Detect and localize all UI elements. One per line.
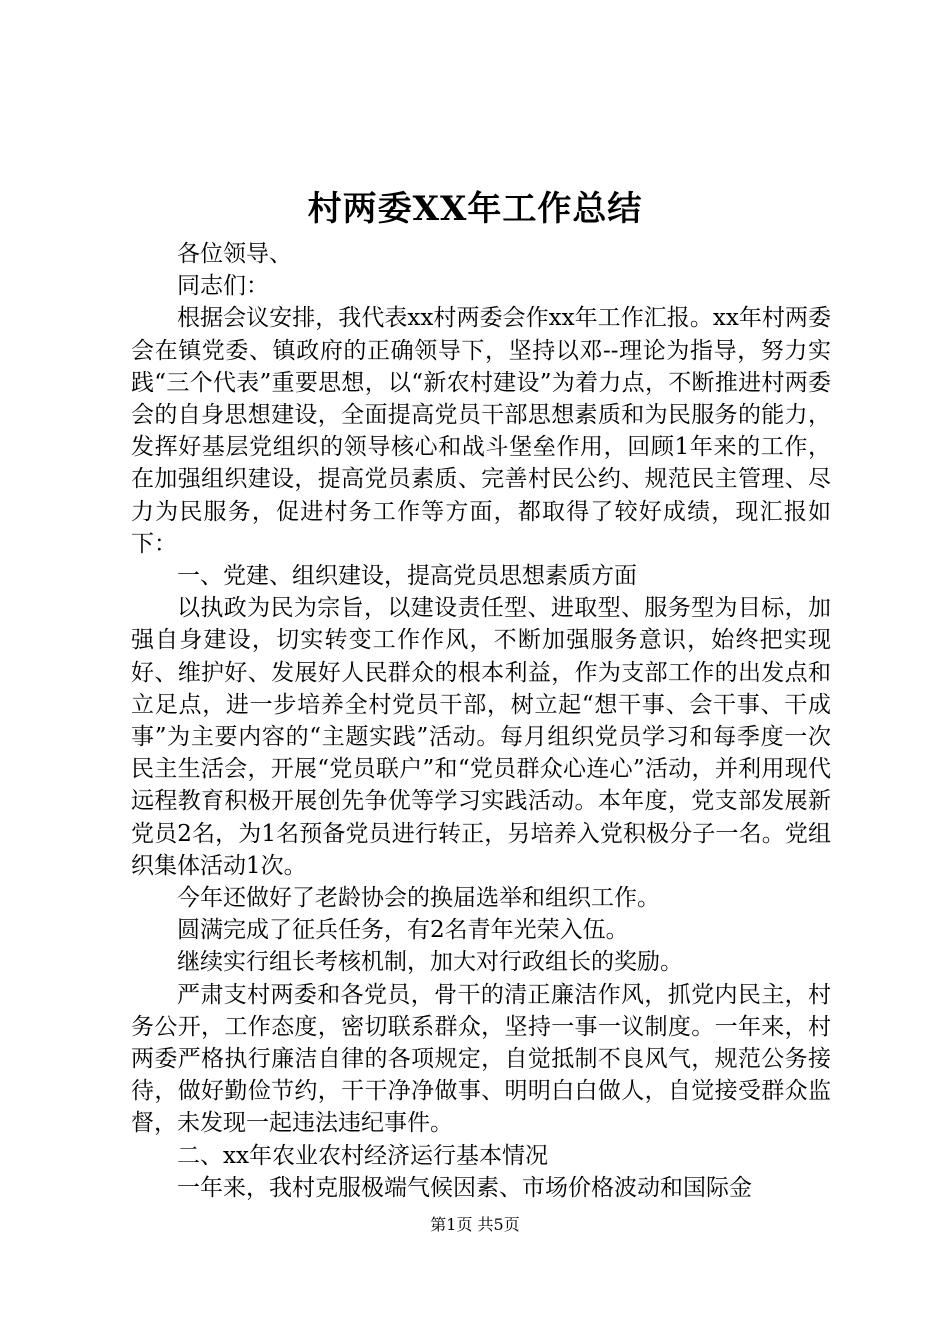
section-heading-1: 一、党建、组织建设，提高党员思想素质方面 xyxy=(177,563,637,590)
paragraph-party-building: 以执政为民为宗旨，以建设责任型、进取型、服务型为目标，加强自身建设，切实转变工作作风，不断加强服务意识，始终把实现好、维护好、发展好人民群众的根本利益，作为支部工作的出发点和立足点，进一步培养全村党员干部，树立起“想干事、会干事、干成事”为主要内容的“主题实践”活动。每月组织党员学习和每季度一次民主生活会，开展“党员联户”和“党员群众心连心”活动，并利用现代远程教育积极开展创先争优等学习实践活动。本年度，党支部发展新党员2名，为1名预备党员进行转正，另培养入党积极分子一名。党组织集体活动1次。 xyxy=(131,595,831,879)
document-body xyxy=(131,238,831,1204)
paragraph-group-leader-assessment: 继续实行组长考核机制，加大对行政组长的奖励。 xyxy=(177,949,683,976)
salutation-comrades: 同志们： xyxy=(177,273,269,300)
paragraph-integrity: 严肃支村两委和各党员，骨干的清正廉洁作风，抓党内民主，村务公开，工作态度，密切联系群众，坚持一事一议制度。一年来，村两委严格执行廉洁自律的各项规定，自觉抵制不良风气，规范公务接待，做好勤俭节约，干干净净做事、明明白白做人，自觉接受群众监督，未发现一起违法违纪事件。 xyxy=(131,981,831,1137)
paragraph-elderly-association: 今年还做好了老龄协会的换届选举和组织工作。 xyxy=(177,885,660,912)
section-heading-2: 二、xx年农业农村经济运行基本情况 xyxy=(177,1142,548,1169)
paragraph-conscription: 圆满完成了征兵任务，有2名青年光荣入伍。 xyxy=(177,917,629,944)
page-number: 第1页 共5页 xyxy=(430,1215,520,1234)
paragraph-intro: 根据会议安排，我代表xx村两委会作xx年工作汇报。xx年村两委会在镇党委、镇政府的正确领导下，坚持以邓--理论为指导，努力实践“三个代表”重要思想，以“新农村建设”为着力点，不断推进村两委会的自身思想建设，全面提高党员干部思想素质和为民服务的能力，发挥好基层党组织的领导核心和战斗堡垒作用，回顾1年来的工作，在加强组织建设，提高党员素质、完善村民公约、规范民主管理、尽力为民服务，促进村务工作等方面，都取得了较好成绩，现汇报如下： xyxy=(131,305,831,557)
paragraph-economy: 一年来，我村克服极端气候因素、市场价格波动和国际金 xyxy=(177,1174,752,1201)
document-title: 村两委XX年工作总结 xyxy=(307,189,643,229)
salutation-leaders: 各位领导、 xyxy=(177,241,292,267)
